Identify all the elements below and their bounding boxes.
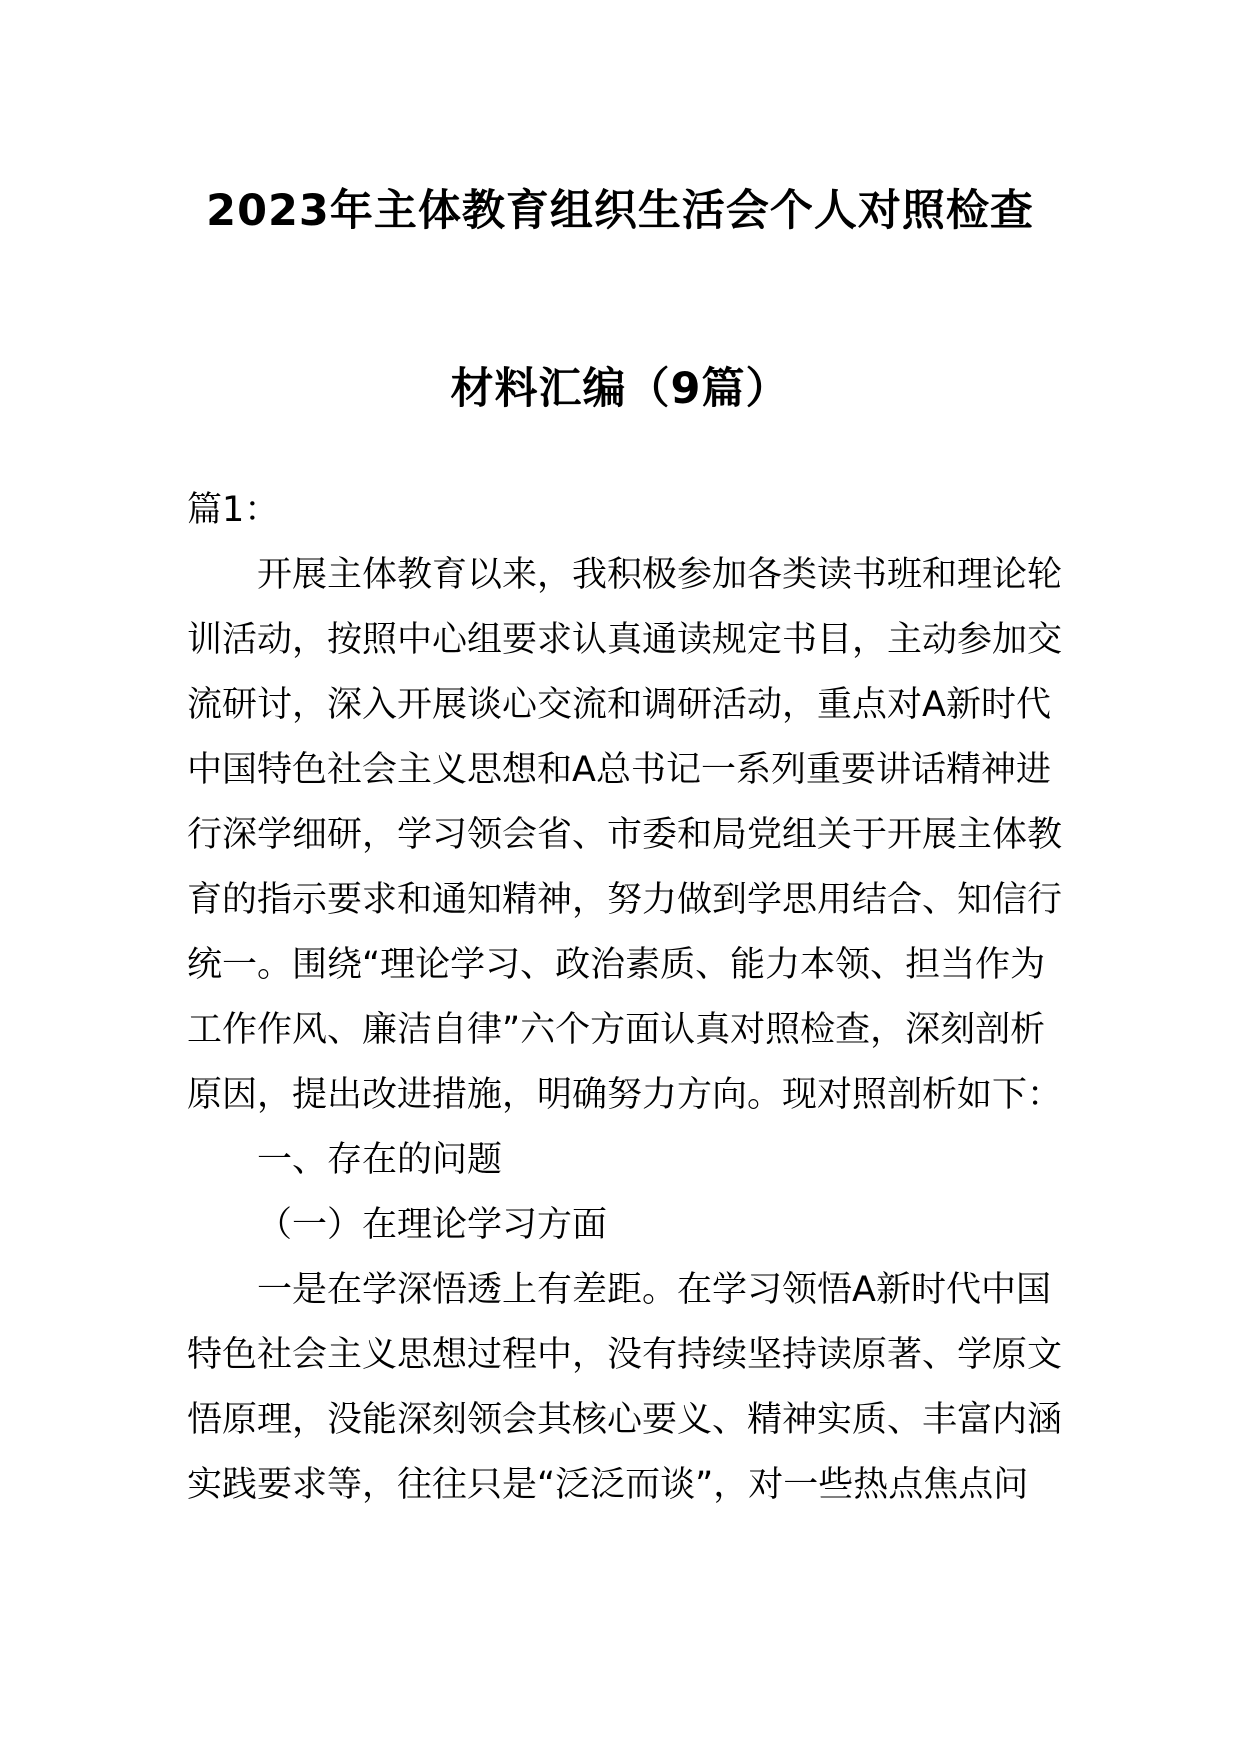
heading-level-2: （一）在理论学习方面 xyxy=(257,1205,608,1245)
paragraph-line: 训活动，按照中心组要求认真通读规定书目，主动参加交 xyxy=(187,620,1063,660)
paragraph-line: 工作作风、廉洁自律”六个方面认真对照检查，深刻剖析 xyxy=(187,1010,1046,1050)
paragraph-line: 悟原理，没能深刻领会其核心要义、精神实质、丰富内涵 xyxy=(187,1400,1063,1440)
paragraph-line: 行深学细研，学习领会省、市委和局党组关于开展主体教 xyxy=(187,815,1063,855)
paragraph-line: 实践要求等，往往只是“泛泛而谈”，对一些热点焦点问 xyxy=(187,1465,1029,1505)
intro-paragraph xyxy=(187,543,1063,1128)
document-title-line-2: 材料汇编（9篇） xyxy=(450,364,790,414)
paragraph-line: 育的指示要求和通知精神，努力做到学思用结合、知信行 xyxy=(187,880,1063,920)
document-body xyxy=(187,478,1063,1518)
paragraph-line: 开展主体教育以来，我积极参加各类读书班和理论轮 xyxy=(257,555,1063,595)
point-paragraph xyxy=(187,1258,1063,1518)
heading-level-1: 一、存在的问题 xyxy=(257,1140,503,1180)
paragraph-line: 原因，提出改进措施，明确努力方向。现对照剖析如下： xyxy=(187,1075,1063,1115)
paragraph-line: 统一。围绕“理论学习、政治素质、能力本领、担当作为 xyxy=(187,945,1046,985)
paragraph-line: 特色社会主义思想过程中，没有持续坚持读原著、学原文 xyxy=(187,1335,1063,1375)
section-label: 篇1： xyxy=(187,490,280,530)
paragraph-line: 一是在学深悟透上有差距。在学习领悟A新时代中国 xyxy=(257,1270,1051,1310)
paragraph-line: 流研讨，深入开展谈心交流和调研活动，重点对A新时代 xyxy=(187,685,1051,725)
document-title-line-1: 2023年主体教育组织生活会个人对照检查 xyxy=(206,186,1034,236)
paragraph-line: 中国特色社会主义思想和A总书记一系列重要讲话精神进 xyxy=(187,750,1051,790)
